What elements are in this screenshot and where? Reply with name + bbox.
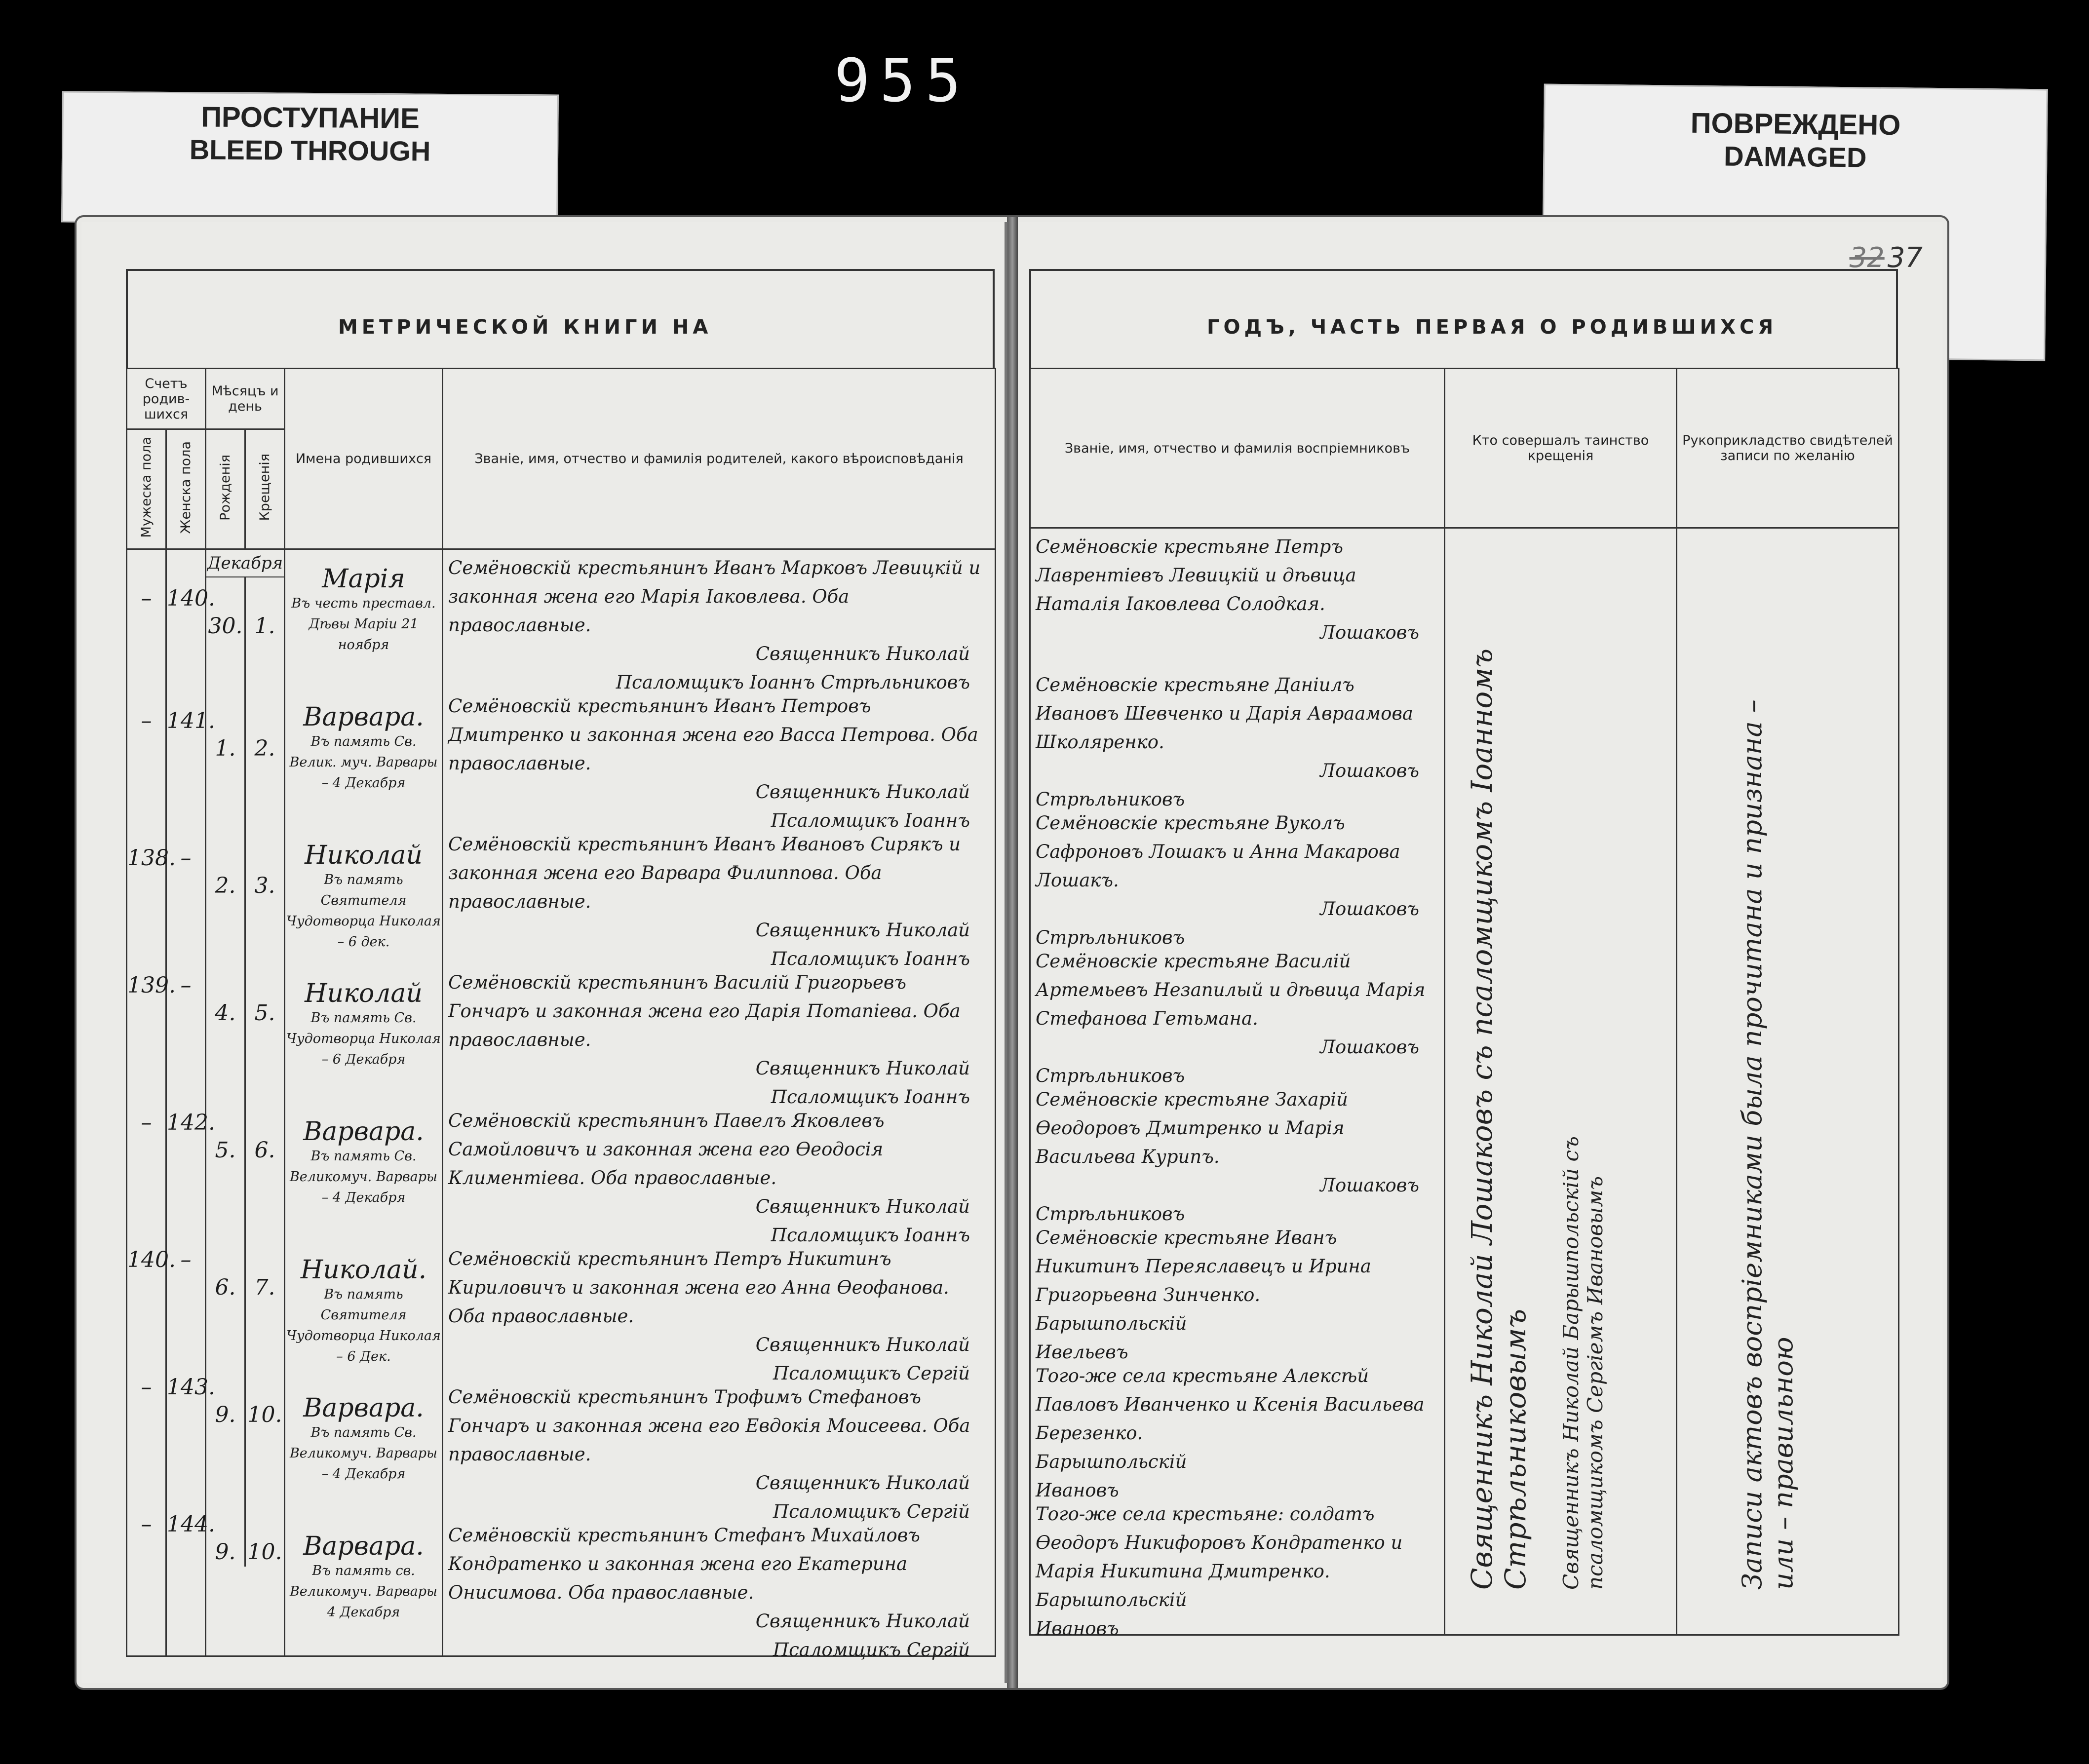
godparents-block: Семёновскіе крестьяне Иванъ Никитинъ Переяславецъ и Ирина Григорьевна Зинченко. Барышпольскій Ивельевъ (1036, 1227, 1371, 1363)
folio-number: 32 37 (1849, 242, 1923, 274)
entry-baptism: 2. (254, 736, 275, 761)
godparents-block: Семёновскіе крестьяне Петръ Лаврентіевъ Левицкій и дѣвица Наталія Іаковлева Солодкая. Лошаковъ (1036, 536, 1419, 643)
parents-block: Семёновскій крестьянинъ Иванъ Ивановъ Сирякъ и законная жена его Варвара Филиппова. Оба православные. Священникъ Николай Псаломщикъ Іоаннъ (448, 834, 970, 969)
entry-baptism: 10. (247, 1539, 282, 1565)
godparents-block: Семёновскіе крестьяне Даніилъ Ивановъ Шевченко и Дарія Авраамова Школяренко. Лошаковъ Стрѣльниковъ (1036, 674, 1419, 810)
entry-male: – (141, 586, 152, 611)
entry-male: – (141, 1110, 152, 1135)
name-block: Варвара. Въ память св. Великомуч. Варвары 4 Декабря (289, 1532, 438, 1620)
entry-female: 142. (167, 1110, 215, 1135)
dates-column (206, 549, 285, 1656)
female-header: Женска пола (166, 429, 206, 549)
entry-baptism: 7. (254, 1275, 275, 1300)
godparents-block: Того-же села крестьяне: солдатъ Ѳеодоръ Никифоровъ Кондратенко и Марія Никитина Дмитренко. Барышпольскій Ивановъ (1036, 1503, 1403, 1639)
label-en: DAMAGED (1723, 140, 1867, 173)
officiant-signature: Священникъ Николай Лошаковъ съ псаломщикомъ Іоанномъ Стрѣльниковымъ (1465, 648, 1532, 1590)
right-title: ГОДЪ, ЧАСТЬ ПЕРВАЯ О РОДИВШИХСЯ (1207, 316, 1778, 339)
book-spine (1007, 217, 1018, 1688)
parents-header: Званіе, имя, отчество и фамилія родителей, какого вѣроисповѣданія (443, 369, 996, 549)
entry-birth: 9. (215, 1402, 236, 1427)
entry-male: 138. (127, 845, 176, 871)
godparents-column (1030, 528, 1445, 1639)
entry-birth: 2. (215, 873, 236, 898)
entry-baptism: 10. (247, 1402, 282, 1427)
entry-birth: 6. (215, 1275, 236, 1300)
entry-birth: 9. (215, 1539, 236, 1565)
date-pair (206, 577, 284, 1567)
officiant-signature-2: Священникъ Николай Барышпольскій съ псаломщикомъ Сергіемъ Ивановымъ (1559, 1136, 1607, 1590)
entry-male: – (141, 1512, 152, 1537)
officiant-header: Кто совершалъ таинство крещенія (1445, 369, 1677, 528)
entry-male: – (141, 708, 152, 733)
entry-female: 143. (167, 1375, 215, 1400)
entry-male: – (141, 1375, 152, 1400)
entry-birth: 4. (215, 1000, 236, 1026)
entry-female: 140. (167, 586, 215, 611)
entry-male: 139. (127, 973, 176, 998)
entry-baptism: 5. (254, 1000, 275, 1026)
parents-block: Семёновскій крестьянинъ Павелъ Яковлевъ Самойловичъ и законная жена его Ѳеодосія Климентіева. Оба православные. Священникъ Николай Псаломщикъ Іоаннъ (448, 1110, 970, 1246)
left-title: МЕТРИЧЕСКОЙ КНИГИ НА (338, 316, 712, 339)
entry-birth: 5. (215, 1138, 236, 1163)
parents-block: Семёновскій крестьянинъ Стефанъ Михайловъ Кондратенко и законная жена его Екатерина Онисимова. Оба православные. Священникъ Николай Псаломщикъ Сергій (448, 1525, 970, 1660)
entry-birth: 1. (215, 736, 236, 761)
names-column (285, 549, 443, 1656)
entry-female: – (180, 845, 192, 871)
godparents-block: Того-же села крестьяне Алексѣй Павловъ Иванченко и Ксенія Васильева Березенко. Барышпольскій Ивановъ (1036, 1365, 1425, 1501)
names-header: Имена родившихся (285, 369, 443, 549)
entry-baptism: 3. (254, 873, 275, 898)
month-header: Мѣсяцъ и день (206, 369, 285, 429)
name-block: Варвара. Въ память Св. Великомуч. Варвары – 4 Декабря (289, 1117, 438, 1205)
entry-female: 141. (167, 708, 215, 733)
parents-block: Семёновскій крестьянинъ Иванъ Петровъ Дмитренко и законная жена его Васса Петрова. Оба православные. Священникъ Николай Псаломщикъ Іоаннъ (448, 695, 978, 831)
parents-block: Семёновскій крестьянинъ Василій Григорьевъ Гончаръ и законная жена его Дарія Потапіева. Оба православные. Священникъ Николай Псаломщикъ Іоаннъ (448, 972, 970, 1108)
left-page (81, 222, 1007, 1683)
label-en: BLEED THROUGH (189, 134, 431, 167)
name-block: Варвара. Въ память Св. Великомуч. Варвары – 4 Декабря (289, 1393, 438, 1482)
right-page (1019, 222, 1942, 1683)
parents-block: Семёновскій крестьянинъ Трофимъ Стефановъ Гончаръ и законная жена его Евдокія Моисеева. Оба православные. Священникъ Николай Псаломщикъ Сергій (448, 1386, 970, 1522)
entry-female: – (180, 1247, 192, 1272)
film-number: 955 (834, 47, 971, 115)
entries-body (1030, 528, 1899, 1635)
name-block: Николай Въ память Святителя Чудотворца Николая – 6 дек. (286, 841, 441, 950)
godparents-header: Званіе, имя, отчество и фамилія воспріемниковъ (1030, 369, 1445, 528)
godparents-block: Семёновскіе крестьяне Вуколъ Сафроновъ Лошакъ и Анна Макарова Лошакъ. Лошаковъ Стрѣльниковъ (1036, 812, 1419, 948)
label-ru: ПРОСТУПАНИЕ (201, 101, 420, 135)
male-column (127, 549, 176, 1656)
witness-header: Рукоприкладство свидѣтелей записи по желанію (1677, 369, 1899, 528)
register-table-right (1029, 368, 1899, 1639)
bleed-through-label (61, 91, 559, 226)
name-block: Николай. Въ память Святителя Чудотворца Николая – 6 Дек. (286, 1255, 441, 1364)
label-ru: ПОВРЕЖДЕНО (1690, 107, 1901, 142)
entry-female: 144. (167, 1512, 215, 1537)
parents-block: Семёновскій крестьянинъ Петръ Никитинъ Кириловичъ и законная жена его Анна Ѳеофанова. Оба православные. Священникъ Николай Псаломщикъ Сергій (448, 1248, 970, 1384)
male-header: Мужеска пола (127, 429, 166, 549)
name-block: Николай Въ память Св. Чудотворца Николая – 6 Декабря (286, 979, 441, 1067)
entry-male: 140. (127, 1247, 176, 1272)
officiant-column (1445, 528, 1677, 1635)
entry-baptism: 1. (254, 614, 275, 639)
witness-note: Записи актовъ воспріемниками была прочитана и признана – или – правильною (1737, 699, 1799, 1590)
godparents-block: Семёновскіе крестьяне Василій Артемьевъ Незапилый и дѣвица Марія Стефанова Гетьмана. Лошаковъ Стрѣльниковъ (1036, 951, 1426, 1086)
register-table-left (126, 368, 996, 1660)
entry-female: – (180, 973, 192, 998)
month-label: Декабря (206, 550, 284, 577)
entry-birth: 30. (208, 614, 243, 639)
count-header: Счетъ родив-шихся (127, 369, 206, 429)
baptism-header: Крещенія (245, 429, 285, 549)
parents-block: Семёновскій крестьянинъ Иванъ Марковъ Левицкій и законная жена его Марія Іаковлева. Оба православные. Священникъ Николай Псаломщикъ Іоаннъ Стрѣльниковъ (448, 557, 981, 693)
entry-baptism: 6. (254, 1138, 275, 1163)
name-block: Марія Въ честь преставл. Дѣвы Маріи 21 ноября (291, 564, 436, 652)
entries-body (127, 549, 996, 1656)
witness-column (1677, 528, 1899, 1635)
female-column (166, 549, 215, 1656)
parents-column (443, 549, 996, 1660)
godparents-block: Семёновскіе крестьяне Захарій Ѳеодоровъ Дмитренко и Марія Васильева Курипъ. Лошаковъ Стрѣльниковъ (1036, 1089, 1419, 1225)
birth-header: Рожденія (206, 429, 245, 549)
register-book (77, 217, 1947, 1688)
name-block: Варвара. Въ память Св. Велик. муч. Варвары – 4 Декабря (289, 702, 438, 791)
